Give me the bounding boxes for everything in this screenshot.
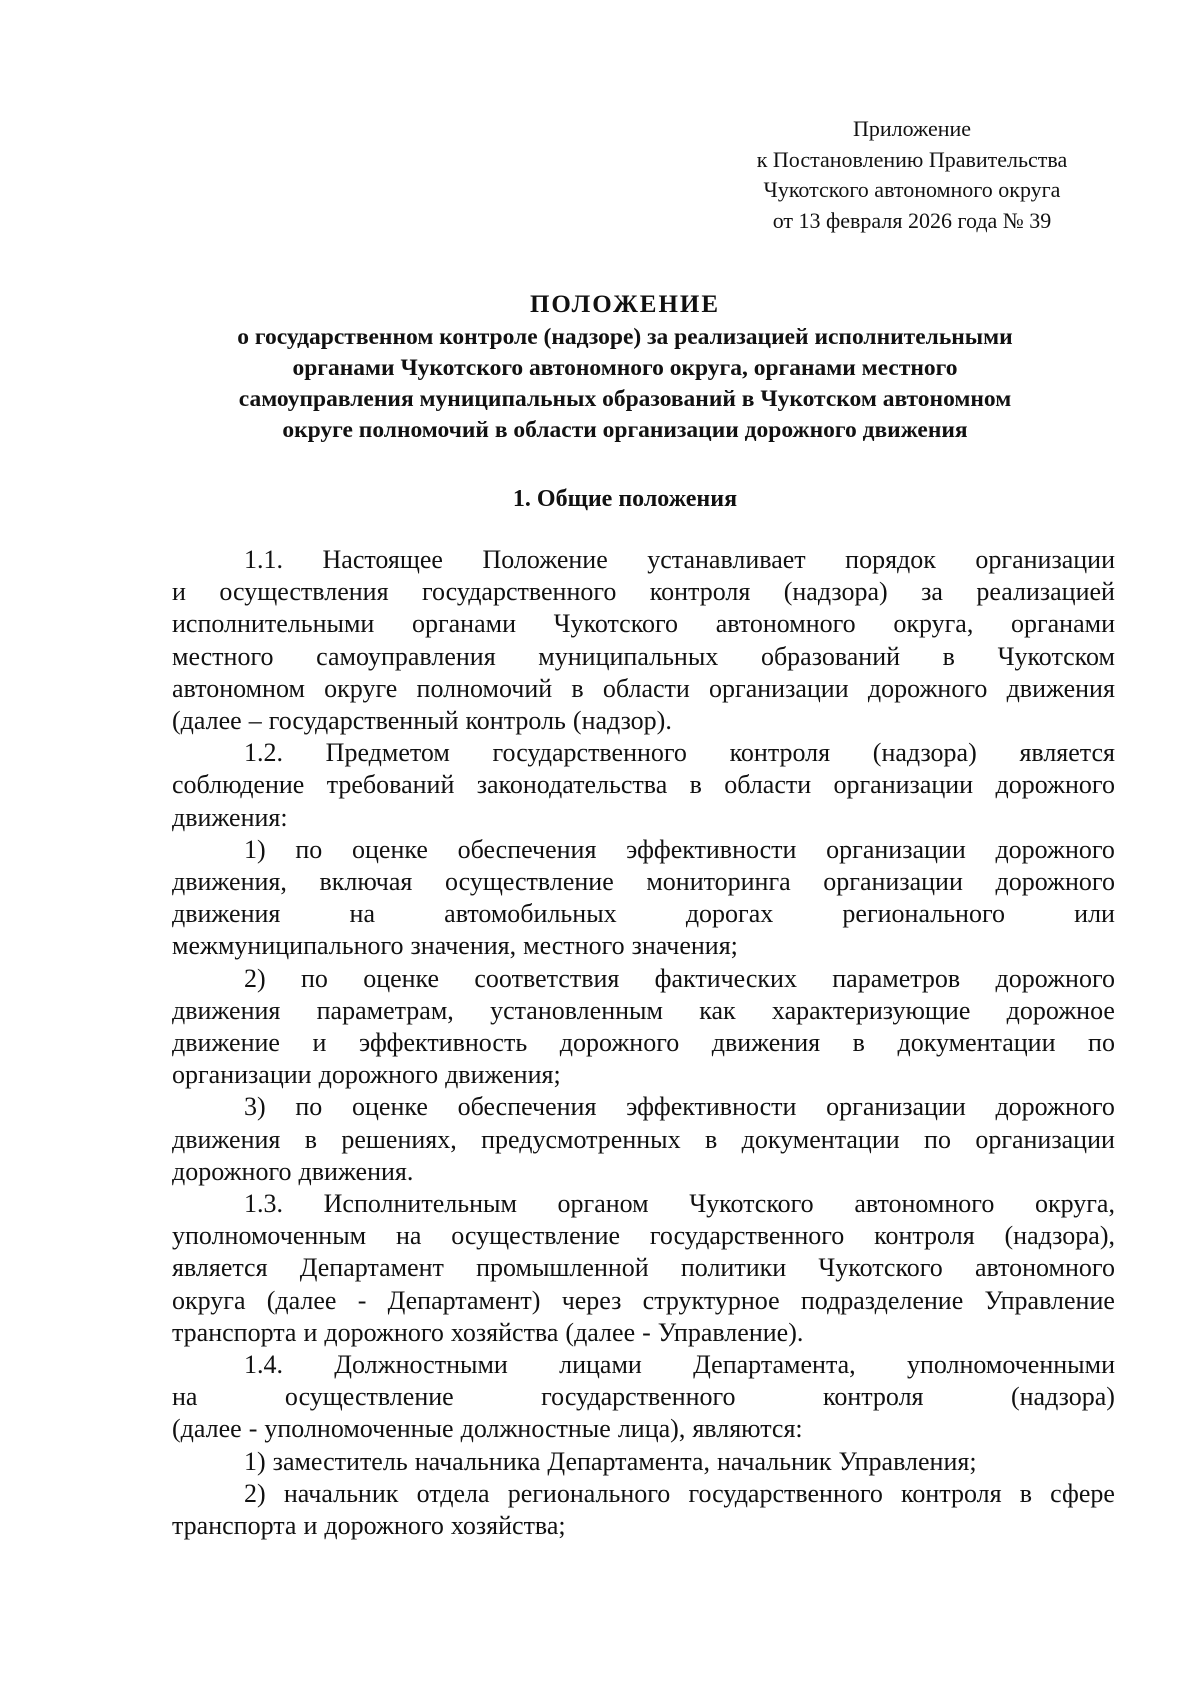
body-line: 3) по оценке обеспечения эффективности организации дорожного [244, 1092, 1115, 1122]
body-line: местного самоуправления муниципальных образований в Чукотском [172, 641, 1115, 671]
body-line: 2) начальник отдела регионального государственного контроля в сфере [244, 1478, 1115, 1508]
appendix-block [732, 114, 1092, 236]
body-line: 1.4. Должностными лицами Департамента, уполномоченными [244, 1350, 1115, 1380]
body-line: является Департамент промышленной политики Чукотского автономного [172, 1253, 1115, 1283]
body-line: 1) по оценке обеспечения эффективности организации дорожного [244, 834, 1115, 864]
body-line: 2) по оценке соответствия фактических параметров дорожного [244, 963, 1115, 993]
body-line: движения параметрам, установленным как характеризующие дорожное [172, 995, 1115, 1025]
body-line: 1.2. Предметом государственного контроля (надзора) является [244, 738, 1115, 768]
body-line: на осуществление государственного контроля (надзора) [172, 1382, 1115, 1412]
body-line: движения, включая осуществление мониторинга организации дорожного [172, 867, 1115, 897]
body-line: движения на автомобильных дорогах регионального или [172, 899, 1115, 929]
body-line: движение и эффективность дорожного движения в документации по [172, 1028, 1115, 1058]
body-line: и осуществления государственного контроля (надзора) за реализацией [172, 577, 1115, 607]
body-line: (далее - уполномоченные должностные лица), являются: [172, 1414, 803, 1444]
body-line: дорожного движения. [172, 1156, 414, 1186]
body-line: транспорта и дорожного хозяйства; [172, 1511, 566, 1541]
section-heading: 1. Общие положения [512, 486, 738, 512]
subtitle-line: самоуправления муниципальных образований в Чукотском автономном [238, 386, 1012, 412]
document-title: ПОЛОЖЕНИЕ [529, 291, 721, 318]
body-line: движения: [172, 802, 288, 832]
body-text [172, 544, 1115, 1542]
document-subtitle [160, 322, 1090, 446]
body-line: межмуниципального значения, местного значения; [172, 931, 738, 961]
body-line: исполнительными органами Чукотского автономного округа, органами [172, 609, 1115, 639]
body-line: (далее – государственный контроль (надзор). [172, 706, 672, 736]
body-line: движения в решениях, предусмотренных в документации по организации [172, 1124, 1115, 1154]
subtitle-line: о государственном контроле (надзоре) за реализацией исполнительными [237, 324, 1013, 350]
body-line: 1.1. Настоящее Положение устанавливает порядок организации [244, 545, 1115, 574]
body-line: транспорта и дорожного хозяйства (далее - Управление). [172, 1317, 804, 1347]
body-line: соблюдение требований законодательства в области организации дорожного [172, 770, 1115, 800]
body-line: округа (далее - Департамент) через структурное подразделение Управление [172, 1285, 1115, 1315]
appendix-line: к Постановлению Правительства [756, 146, 1068, 172]
body-line: автономном округе полномочий в области организации дорожного движения [172, 673, 1115, 703]
subtitle-line: органами Чукотского автономного округа, органами местного [292, 355, 958, 381]
body-line: уполномоченным на осуществление государственного контроля (надзора), [172, 1221, 1115, 1251]
appendix-line: Приложение [852, 116, 972, 141]
appendix-line: от 13 февраля 2026 года № 39 [772, 207, 1052, 233]
appendix-line: Чукотского автономного округа [763, 177, 1061, 202]
subtitle-line: округе полномочий в области организации дорожного движения [282, 417, 968, 443]
body-line: организации дорожного движения; [172, 1060, 561, 1090]
body-line: 1.3. Исполнительным органом Чукотского автономного округа, [244, 1189, 1115, 1219]
body-line: 1) заместитель начальника Департамента, начальник Управления; [244, 1446, 977, 1476]
